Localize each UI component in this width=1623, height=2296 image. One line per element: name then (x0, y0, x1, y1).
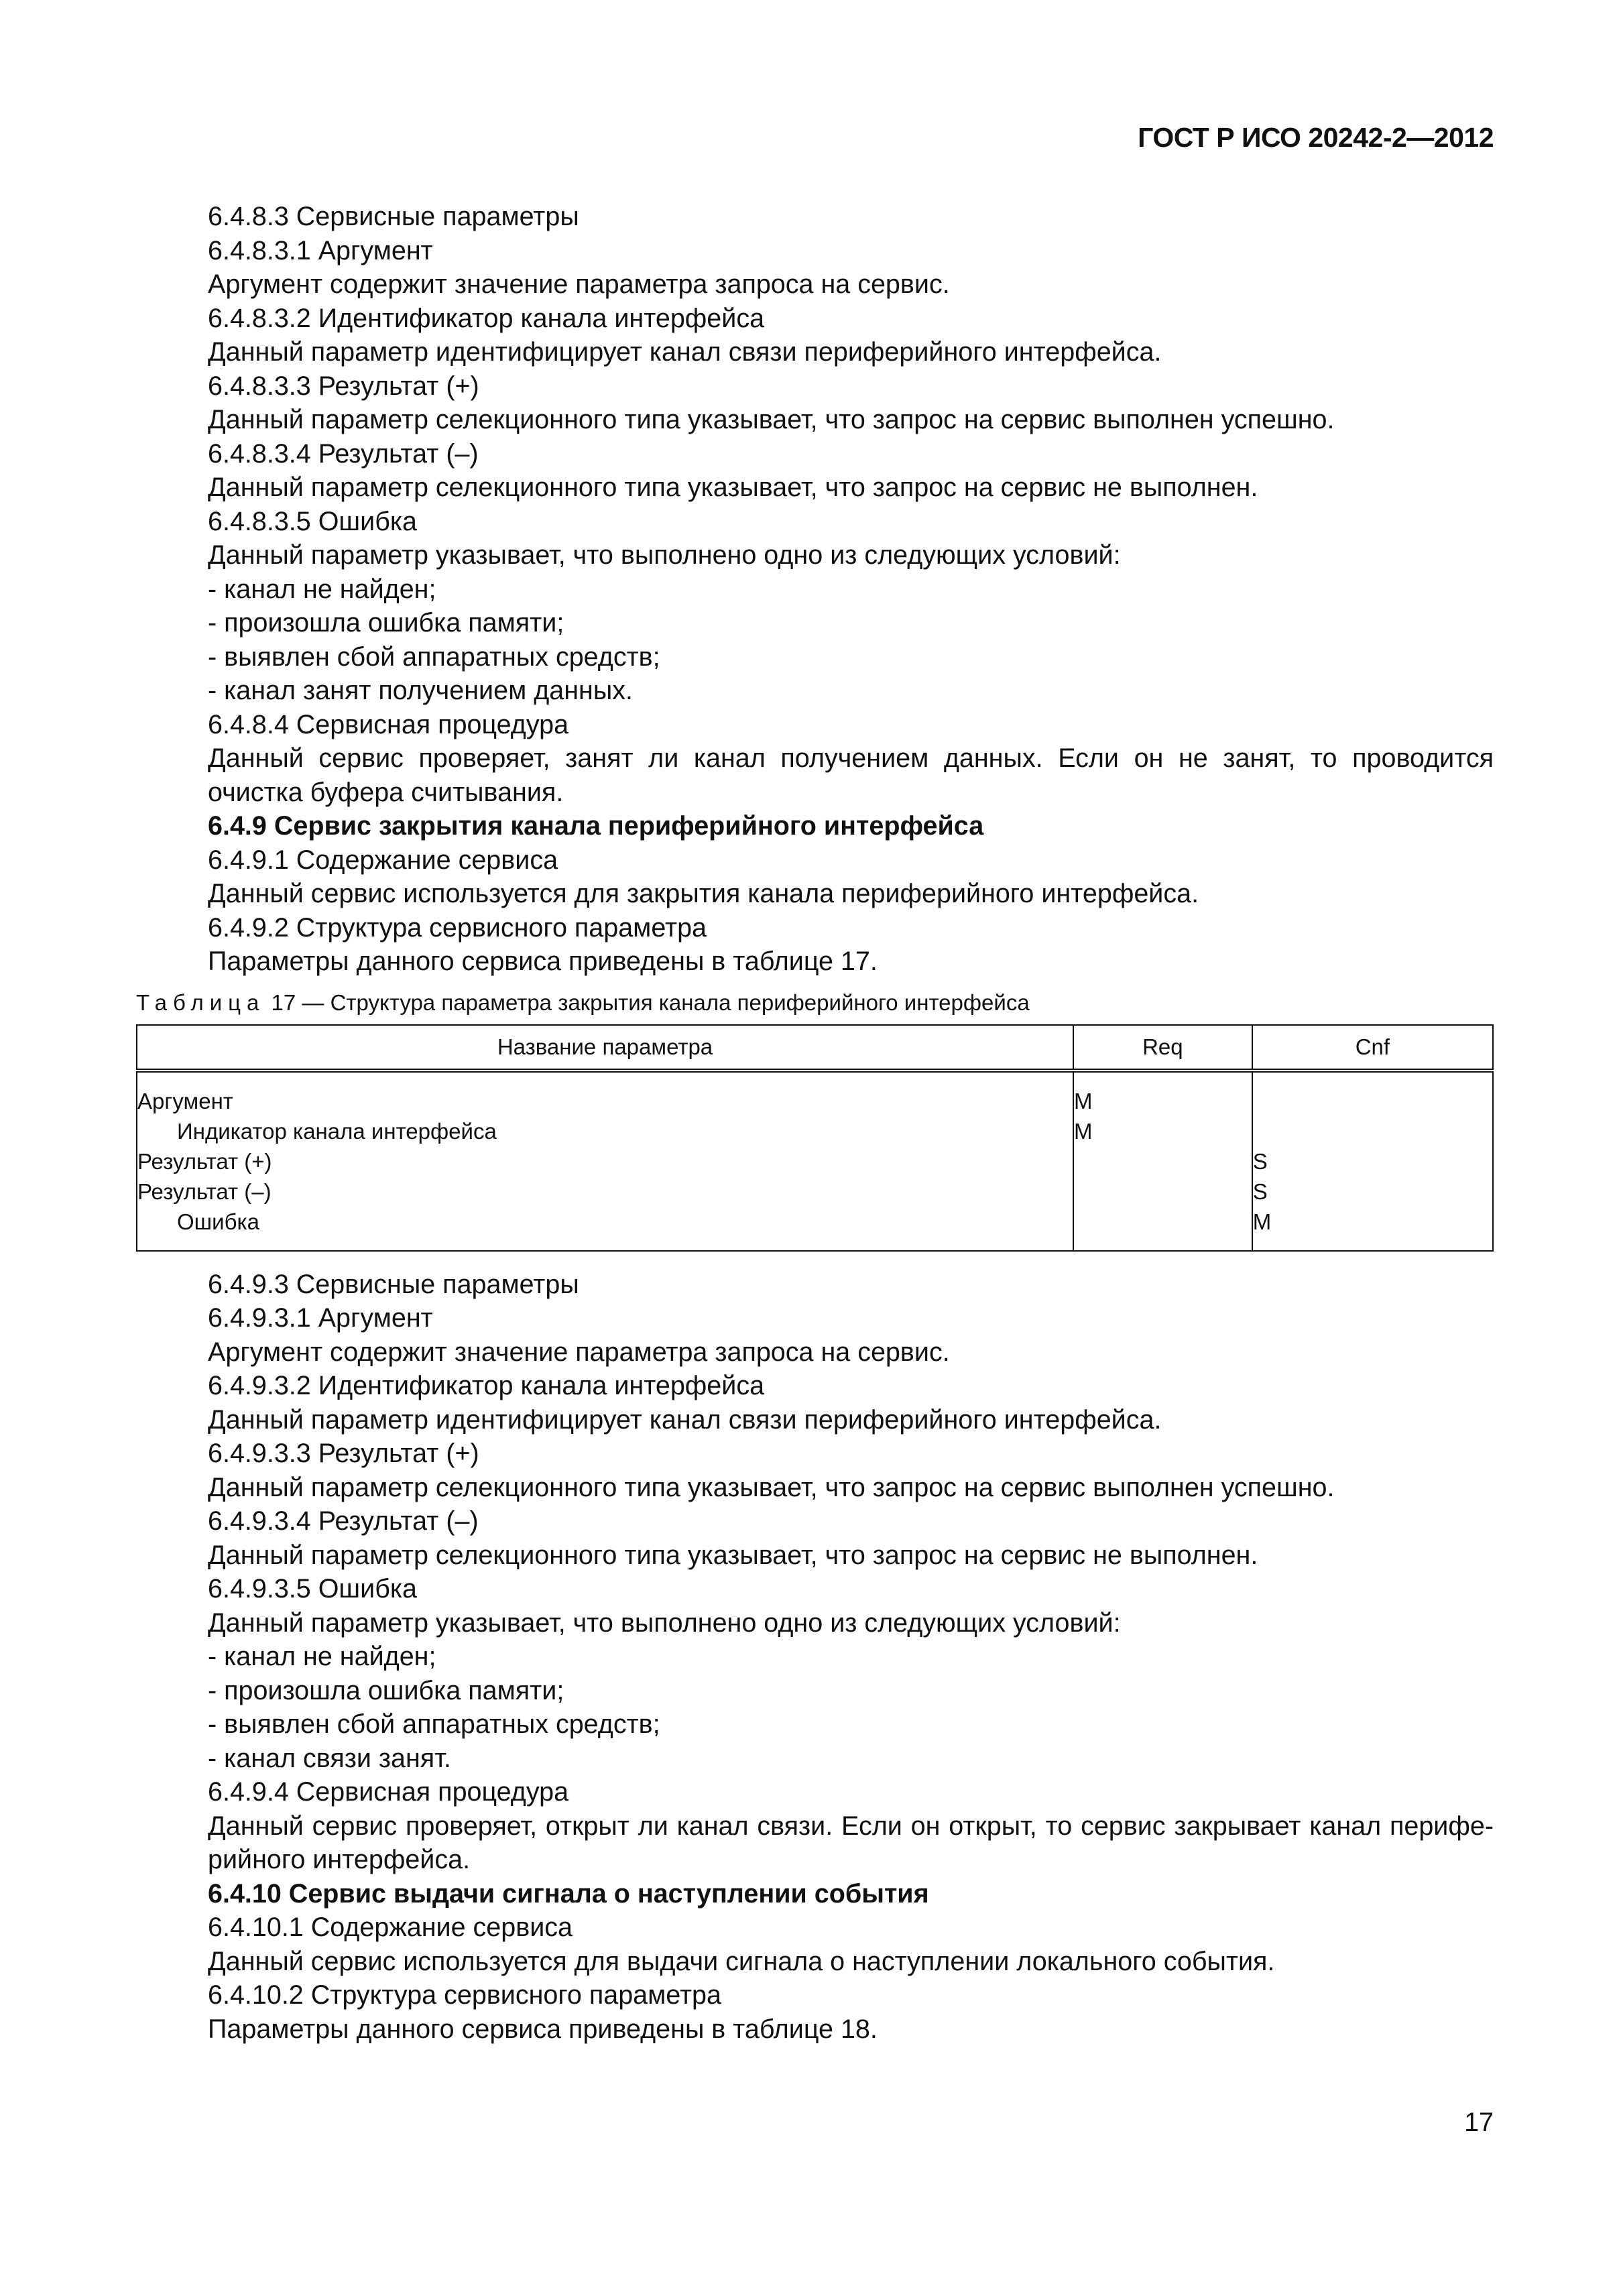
paragraph: 6.4.9.3.4 Результат (–) (208, 1506, 479, 1536)
page-number: 17 (1464, 2108, 1494, 2137)
paragraph: - выявлен сбой аппаратных средств; (208, 1709, 660, 1739)
column-header-req: Req (1073, 1025, 1252, 1071)
paragraph: Данный параметр идентифицирует канал связи периферийного интерфейса. (208, 337, 1162, 367)
paragraph: 6.4.8.3.2 Идентификатор канала интерфейса (208, 303, 765, 333)
column-header-name: Название параметра (137, 1025, 1073, 1071)
paragraph: Данный параметр селекционного типа указывает, что запрос на сервис выполнен успешно. (208, 405, 1335, 434)
paragraph: 6.4.8.3 Сервисные параметры (208, 202, 579, 231)
cnf-value: S (1252, 1179, 1268, 1204)
section-6-4-9-3-to-6-4-10-2 (136, 1268, 1494, 2047)
column-header-cnf: Cnf (1252, 1025, 1493, 1071)
paragraph: 6.4.8.3.5 Ошибка (208, 506, 417, 536)
req-value (1074, 1207, 1252, 1237)
paragraph: 6.4.9.1 Содержание сервиса (208, 845, 558, 875)
document-body (136, 200, 1494, 2046)
paragraph: - канал не найден; (208, 574, 436, 604)
standard-code: ГОСТ Р ИСО 20242-2—2012 (1138, 122, 1494, 153)
paragraph: Аргумент содержит значение параметра запроса на сервис. (208, 1337, 950, 1367)
parameter-names-cell (137, 1071, 1073, 1251)
paragraph: - канал связи занят. (208, 1743, 451, 1773)
paragraph: Данный параметр идентифицирует канал связи периферийного интерфейса. (208, 1404, 1162, 1435)
paragraph: 6.4.8.3.1 Аргумент (208, 235, 433, 265)
paragraph: Данный сервис проверяет, открыт ли канал связи. Если он открыт, то сервис закрывает канал перифе-рийного интерфейса. (208, 1811, 1494, 1874)
cnf-values-cell (1252, 1071, 1493, 1251)
cnf-value: M (1252, 1209, 1272, 1234)
paragraph: - произошла ошибка памяти; (208, 1675, 564, 1705)
paragraph: Данный параметр указывает, что выполнено одно из следующих условий: (208, 1608, 1121, 1638)
table-header-row (137, 1025, 1493, 1071)
cnf-value (1253, 1116, 1492, 1146)
table-caption (136, 988, 1494, 1018)
paragraph: Данный параметр селекционного типа указывает, что запрос на сервис выполнен успешно. (208, 1472, 1335, 1502)
req-value: M (1073, 1088, 1093, 1113)
paragraph: Данный параметр селекционного типа указывает, что запрос на сервис не выполнен. (208, 1540, 1258, 1570)
parameter-name: Индикатор канала интерфейса (177, 1118, 497, 1144)
section-6-4-8-3-to-6-4-9-2 (136, 200, 1494, 979)
paragraph: 6.4.9.3 Сервисные параметры (208, 1269, 579, 1299)
paragraph: Данный сервис используется для закрытия канала периферийного интерфейса. (208, 879, 1199, 908)
table-caption-text: 17 — Структура параметра закрытия канала периферийного интерфейса (265, 989, 1030, 1015)
paragraph: Параметры данного сервиса приведены в таблице 18. (208, 2014, 878, 2044)
paragraph: 6.4.9.3.1 Аргумент (208, 1303, 433, 1333)
paragraph: 6.4.8.4 Сервисная процедура (208, 709, 569, 739)
paragraph: Данный параметр селекционного типа указывает, что запрос на сервис не выполнен. (208, 473, 1258, 502)
req-value: M (1073, 1118, 1093, 1144)
section-heading: 6.4.10 Сервис выдачи сигнала о наступлении события (208, 1878, 929, 1909)
paragraph: - выявлен сбой аппаратных средств; (208, 642, 660, 672)
paragraph: - произошла ошибка памяти; (208, 608, 564, 638)
paragraph: 6.4.8.3.4 Результат (–) (208, 438, 479, 469)
paragraph: - канал не найден; (208, 1642, 436, 1671)
paragraph: Параметры данного сервиса приведены в таблице 17. (208, 947, 878, 976)
paragraph: Аргумент содержит значение параметра запроса на сервис. (208, 269, 950, 299)
table-body-row (137, 1071, 1493, 1251)
section-heading: 6.4.9 Сервис закрытия канала периферийного интерфейса (208, 811, 984, 841)
paragraph: 6.4.10.2 Структура сервисного параметра (208, 1980, 721, 2010)
req-value (1074, 1146, 1252, 1176)
parameter-name: Ошибка (177, 1209, 259, 1234)
parameter-name: Результат (–) (137, 1179, 272, 1204)
parameter-name: Аргумент (137, 1088, 233, 1113)
paragraph: 6.4.9.3.3 Результат (+) (208, 1439, 479, 1468)
paragraph: Данный параметр указывает, что выполнено одно из следующих условий: (208, 540, 1121, 570)
parameter-name: Результат (+) (137, 1148, 272, 1174)
cnf-value (1253, 1086, 1492, 1116)
table-caption-prefix: Таблица (136, 989, 265, 1015)
cnf-value: S (1252, 1148, 1268, 1174)
paragraph: 6.4.9.4 Сервисная процедура (208, 1777, 569, 1807)
paragraph: 6.4.9.2 Структура сервисного параметра (208, 912, 707, 943)
paragraph: 6.4.9.3.5 Ошибка (208, 1574, 417, 1604)
paragraph: - канал занят получением данных. (208, 676, 633, 705)
req-value (1074, 1176, 1252, 1207)
paragraph: 6.4.9.3.2 Идентификатор канала интерфейса (208, 1371, 765, 1400)
paragraph: 6.4.10.1 Содержание сервиса (208, 1913, 573, 1942)
paragraph: Данный сервис используется для выдачи сигнала о наступлении локального события. (208, 1946, 1275, 1976)
paragraph: Данный сервис проверяет, занят ли канал получением данных. Если он не занят, то проводится очистка буфера считывания. (208, 743, 1494, 807)
paragraph: 6.4.8.3.3 Результат (+) (208, 371, 479, 401)
parameters-table (136, 1024, 1494, 1252)
req-values-cell (1073, 1071, 1252, 1251)
